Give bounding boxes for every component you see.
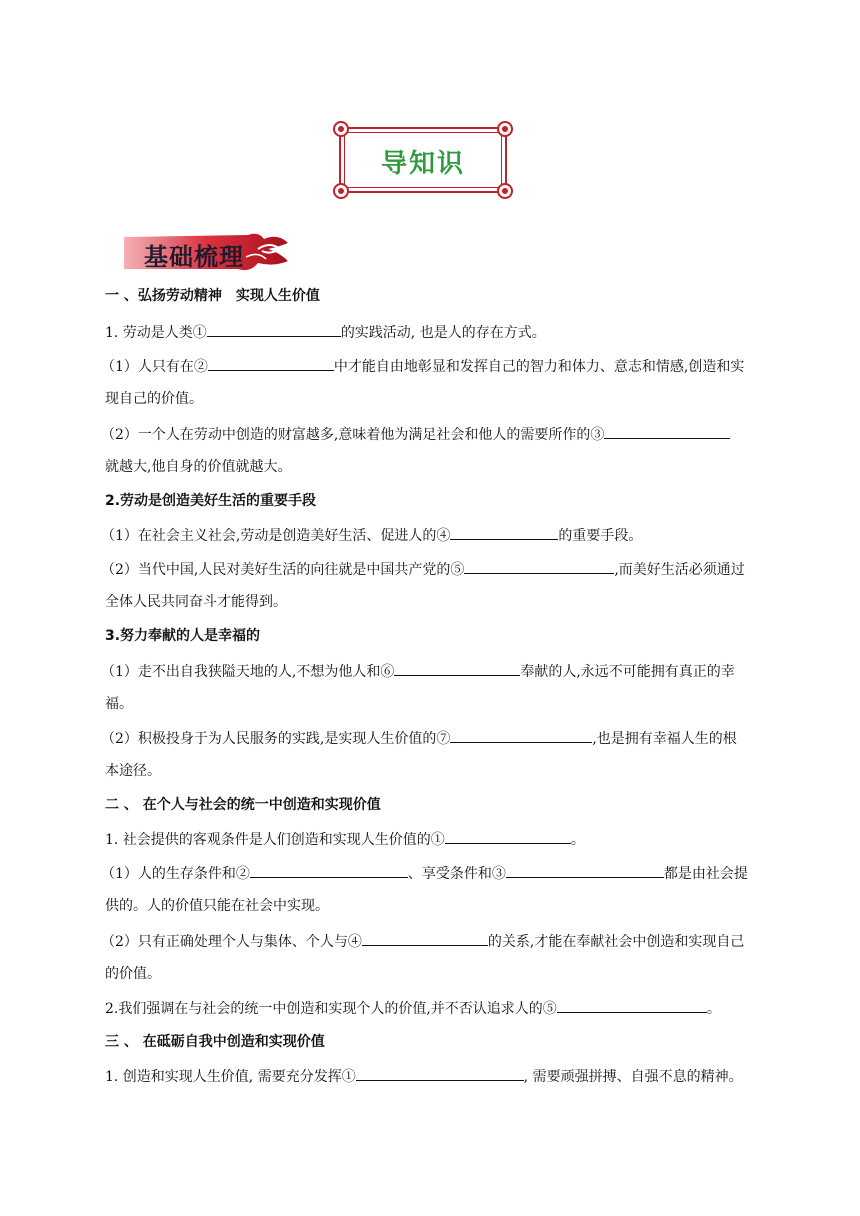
- corner-ornament-icon: [333, 121, 349, 137]
- corner-ornament-icon: [497, 121, 513, 137]
- item-q1-2: （2）只有正确处理个人与集体、个人与④ 的关系,才能在奉献社会中创造和实现自己: [101, 931, 744, 952]
- item-1-2-cont: 就越大,他自身的价值就越大。: [105, 459, 292, 475]
- answer-blank[interactable]: [604, 424, 730, 439]
- item-q1: 1. 社会提供的客观条件是人们创造和实现人生价值的① 。: [105, 829, 585, 850]
- answer-blank[interactable]: [207, 322, 341, 337]
- header-title-box: [333, 121, 513, 199]
- item-q2: 2.我们强调在与社会的统一中创造和实现个人的价值,并不否认追求人的⑤ 。: [105, 998, 721, 1019]
- subheading-2: 2.劳动是创造美好生活的重要手段: [105, 493, 317, 509]
- item-1-2: （2）一个人在劳动中创造的财富越多,意味着他为满足社会和他人的需要所作的③: [101, 424, 730, 445]
- answer-blank[interactable]: [557, 998, 707, 1013]
- corner-ornament-icon: [497, 183, 513, 199]
- item-1: 1. 劳动是人类① 的实践活动, 也是人的存在方式。: [105, 322, 546, 343]
- section-heading-1: 一 、弘扬劳动精神 实现人生价值: [105, 288, 320, 304]
- item-1-1-cont: 现自己的价值。: [105, 391, 203, 407]
- item-q1-1: （1）人的生存条件和② 、享受条件和③ 都是由社会提: [101, 863, 748, 884]
- section-heading-2: 二 、 在个人与社会的统一中创造和实现价值: [105, 797, 381, 813]
- answer-blank[interactable]: [445, 829, 571, 844]
- item-3-1: （1）走不出自我狭隘天地的人,不想为他人和⑥ 奉献的人,永远不可能拥有真正的幸: [101, 661, 735, 682]
- item-2-1: （1）在社会主义社会,劳动是创造美好生活、促进人的④ 的重要手段。: [101, 525, 642, 546]
- item-q1-2-cont: 的价值。: [105, 966, 161, 982]
- answer-blank[interactable]: [450, 728, 592, 743]
- header-title: 导知识: [380, 149, 465, 179]
- answer-blank[interactable]: [356, 1066, 524, 1081]
- item-3-2: （2）积极投身于为人民服务的实践,是实现人生价值的⑦ ,也是拥有幸福人生的根: [101, 728, 737, 749]
- answer-blank[interactable]: [362, 931, 488, 946]
- item-3-1-cont: 福。: [105, 696, 133, 712]
- section-banner: [118, 229, 294, 275]
- answer-blank[interactable]: [506, 863, 664, 878]
- corner-ornament-icon: [333, 183, 349, 199]
- banner-label: 基础梳理: [144, 242, 244, 271]
- answer-blank[interactable]: [208, 356, 334, 371]
- subheading-3: 3.努力奉献的人是幸福的: [105, 628, 261, 644]
- answer-blank[interactable]: [250, 863, 408, 878]
- answer-blank[interactable]: [394, 661, 520, 676]
- item-3-2-cont: 本途径。: [105, 763, 161, 779]
- answer-blank[interactable]: [450, 525, 558, 540]
- section-heading-3: 三 、 在砥砺自我中创造和实现价值: [105, 1034, 325, 1050]
- item-2-2-cont: 全体人民共同奋斗才能得到。: [105, 594, 287, 610]
- answer-blank[interactable]: [464, 559, 614, 574]
- item-q1-1-cont: 供的。人的价值只能在社会中实现。: [105, 898, 329, 914]
- item-r1: 1. 创造和实现人生价值, 需要充分发挥① , 需要顽强拼搏、自强不息的精神。: [105, 1066, 743, 1087]
- item-2-2: （2）当代中国,人民对美好生活的向往就是中国共产党的⑤ ,而美好生活必须通过: [101, 559, 745, 580]
- item-1-1: （1）人只有在② 中才能自由地彰显和发挥自己的智力和体力、意志和情感,创造和实: [101, 356, 744, 377]
